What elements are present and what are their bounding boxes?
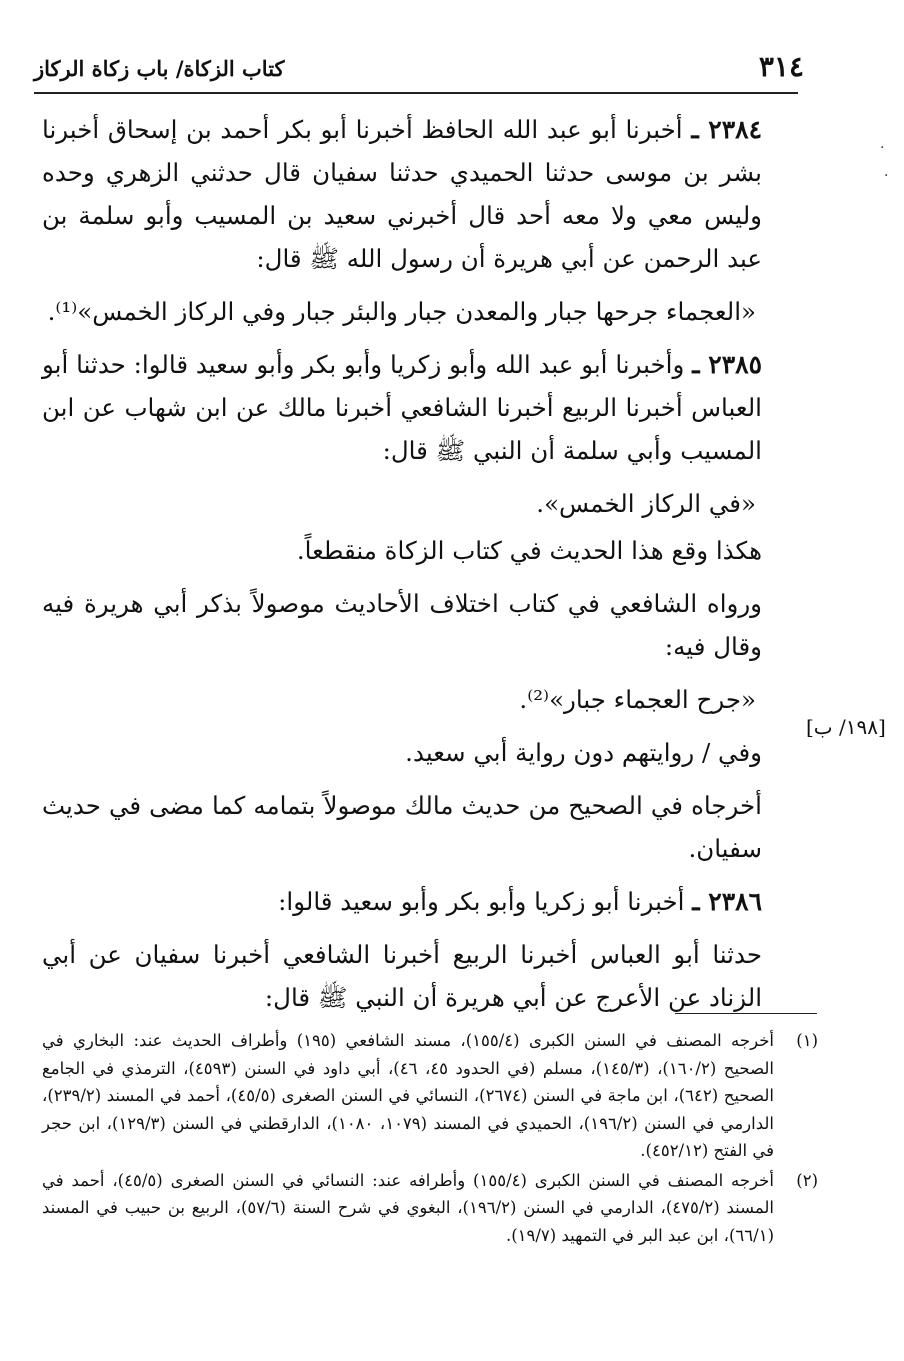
quote-text: «جرح العجماء جبار»⁽²⁾. <box>519 685 756 714</box>
commentary <box>42 731 762 774</box>
edge-mark: · <box>884 168 889 184</box>
footnote-text: أخرجه المصنف في السنن الكبرى (١٥٥/٤)، مسند الشافعي (١٩٥) وأطراف الحديث عند: البخاري في الصحيح (١٦٠/٢)، (١٤٥/٣)، مسلم (في الحدود ٤٥، ٤٦)، أبي داود في السنن (٤٥٩٣)، الترمذي في الجامع الصحيح (٦٤٢)، ابن ماجة في السنن (٢٦٧٤)، النسائي في السنن الصغرى (٤٥/٥)، أحمد في المسند (٢٣٩/٢)، الدارمي في السنن (١٩٦/٢)، الحميدي في المسند (١٠٧٩، ١٠٨٠)، الدارقطني في السنن (١٢٩/٣)، ابن حجر في الفتح (٤٥٢/١٢). <box>42 1031 774 1160</box>
hadith-number: ٢٣٨٤ ـ <box>691 115 762 144</box>
hadith-number: ٢٣٨٥ ـ <box>692 350 762 379</box>
commentary-text: وفي / روايتهم دون رواية أبي سعيد. <box>405 738 762 767</box>
commentary-text: أخرجاه في الصحيح من حديث مالك موصولاً بتمامه كما مضى في حديث سفيان. <box>42 791 762 863</box>
commentary-text: ورواه الشافعي في كتاب اختلاف الأحاديث موصولاً بذكر أبي هريرة فيه وقال فيه: <box>42 589 762 661</box>
footnote-number: (٢) <box>796 1170 818 1190</box>
manuscript-folio-note: [١٩٨/ ب] <box>806 715 886 739</box>
footnote-number: (١) <box>796 1031 818 1050</box>
hadith-text: أخبرنا أبو عبد الله الحافظ أخبرنا أبو بكر أحمد بن إسحاق أخبرنا بشر بن موسى حدثنا الحميدي حدثنا سفيان قال حدثني الزهري وحده وليس معي ولا معه أحد قال أخبرني سعيد بن المسيب وأبو سلمة بن عبد الرحمن عن أبي هريرة أن رسول الله ﷺ قال: <box>42 115 762 273</box>
running-header <box>34 44 804 88</box>
quote-text: «العجماء جرحها جبار والمعدن جبار والبئر جبار وفي الركاز الخمس»⁽¹⁾. <box>47 297 756 326</box>
hadith-text: وأخبرنا أبو عبد الله وأبو زكريا وأبو بكر وأبو سعيد قالوا: حدثنا أبو العباس أخبرنا الربيع أخبرنا الشافعي أخبرنا مالك عن ابن شهاب عن ابن المسيب وأبي سلمة أن النبي ﷺ قال: <box>42 350 762 465</box>
footnote-text: أخرجه المصنف في السنن الكبرى (١٥٥/٤) وأطرافه عند: النسائي في السنن الصغرى (٤٥/٥)، أحمد في المسند (٤٧٥/٢)، الدارمي في السنن (١٩٦/٢)، البغوي في شرح السنة (٥٧/٦)، الربيع بن حبيب في المسند (٦٦/١)، ابن عبد البر في التمهيد (١٩/٧). <box>42 1170 775 1245</box>
footnote <box>42 1027 818 1165</box>
quote-text: «في الركاز الخمس». <box>536 489 756 518</box>
hadith-quote <box>42 678 762 721</box>
main-text <box>42 108 762 1029</box>
header-rule <box>34 92 798 94</box>
chapter-title: كتاب الزكاة/ باب زكاة الركاز <box>34 56 285 81</box>
commentary <box>42 784 762 870</box>
edge-mark: · <box>880 140 885 156</box>
hadith-isnad <box>42 933 762 1019</box>
hadith-2385 <box>42 343 762 472</box>
hadith-text: أخبرنا أبو زكريا وأبو بكر وأبو سعيد قالوا: <box>278 887 693 916</box>
hadith-quote <box>42 290 762 333</box>
commentary <box>42 529 762 572</box>
footnote <box>42 1167 818 1250</box>
page-number: ٣١٤ <box>758 50 804 83</box>
hadith-number: ٢٣٨٦ ـ <box>692 887 762 916</box>
hadith-2386 <box>42 880 762 923</box>
footnotes <box>42 1027 818 1251</box>
isnad-text: حدثنا أبو العباس أخبرنا الربيع أخبرنا الشافعي أخبرنا سفيان عن أبي الزناد عن الأعرج عن أبي هريرة أن النبي ﷺ قال: <box>42 940 762 1012</box>
hadith-quote <box>42 482 762 525</box>
commentary <box>42 582 762 668</box>
footnote-separator <box>675 1013 817 1014</box>
commentary-text: هكذا وقع هذا الحديث في كتاب الزكاة منقطعاً. <box>296 536 762 565</box>
hadith-2384 <box>42 108 762 280</box>
